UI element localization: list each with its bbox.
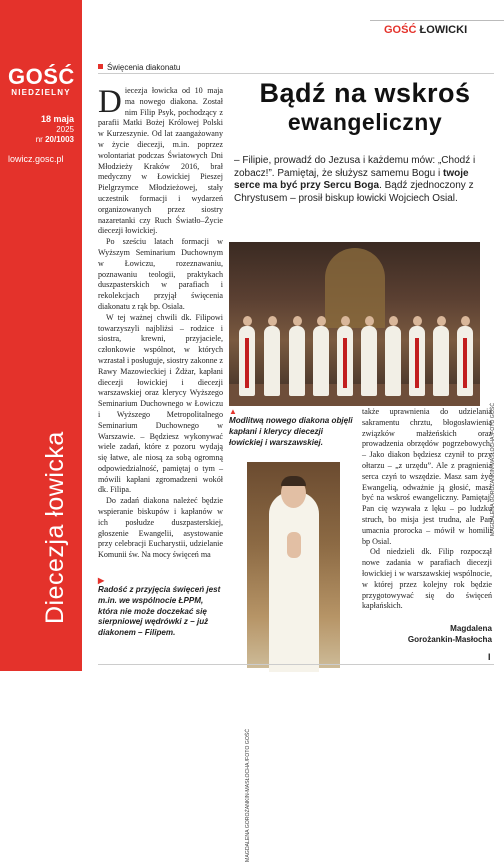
logo-subtitle: NIEDZIELNY: [11, 88, 71, 97]
triangle-up-icon: ▲: [229, 407, 237, 416]
article-left-column: [98, 86, 223, 561]
vertical-section-title: [24, 423, 69, 653]
photo-credit: [237, 668, 251, 868]
person-figure: [361, 326, 377, 396]
article-paragraph: także uprawnienia do udzielania sakramentu chrztu, błogosławienia związków małżeńskich oraz prowadzenia obrzędów pogrzebowych. – Jako diakon będziesz czynił to przy ołtarzu – „z urzędu”. Ale z pragnienia serca czyń to wszędzie. Masz sam żyć Ewangelią, odważnie ją głosić, masz być na wskroś ewangeliczny. Pamiętaj. Pan cię wzywała z lęku – po ludzku struch, bo misja jest trudna, ale Pan umacnia prorocka – mówił w homilii bp Osial.: [362, 407, 492, 546]
photo-caption: [229, 407, 354, 448]
vertical-section-title-text: Diecezja łowicka: [41, 431, 69, 624]
photo-credit-text: MAGDALENA GOROŻANKIN-MASŁOCHA /FOTO GOŚĆ: [245, 728, 251, 862]
person-figure: [409, 326, 425, 396]
person-figure: [289, 326, 305, 396]
gosc-logo[interactable]: [8, 66, 74, 98]
brand-region: ŁOWICKI: [419, 24, 468, 36]
article-right-column: [362, 407, 492, 612]
section-tag: [98, 63, 180, 72]
issue-year: 2025: [56, 125, 74, 134]
praying-hands: [287, 532, 301, 558]
section-tag-label: Święcenia diakonatu: [107, 63, 181, 72]
person-figure: [433, 326, 449, 396]
photo-caption-text: Modlitwą nowego diakona objęli kapłani i klerycy diecezji łowickiej i warszawskiej.: [229, 416, 353, 447]
logo-title: GOŚĆ: [8, 64, 75, 89]
person-figure: [239, 326, 255, 396]
headline-line-1: Bądź na wskroś: [259, 78, 471, 108]
deacon-photo: [247, 462, 340, 668]
brand-gosc: GOŚĆ: [384, 24, 417, 36]
deacon-figure: [269, 492, 319, 672]
article-paragraph: Po sześciu latach formacji w Wyższym Seminarium Duchownym w Łowiczu, rozeznawaniu, poznawaniu teologii, praktykach duszpasterskich w parafiach i rekolekcjach przyjął święcenia diakonatu z rąk bp. Osiala.: [98, 237, 223, 311]
paragraph-text: iecezja łowicka od 10 maja ma nowego diakona. Został nim Filip Psyk, pochodzący z parafii Matki Bożej Królowej Polski w Kurzeszynie. Od lat zaangażowany w życie diecezji, m.in. poprzez wolontariat podczas Światowych Dni Młodzieży Kraków 2016, brał medyczny w Łowickiej Pieszej Pielgrzymce Młodzieżowej, stały uczestnik formacji i wydarzeń organizowanych przez siostry nazaretanki czy Ruch Światło–Życie diecezji łowickiej.: [98, 86, 223, 236]
dropcap: D: [98, 84, 122, 120]
sidebar: [0, 0, 82, 671]
site-link[interactable]: lowicz.gosc.pl: [8, 154, 64, 164]
altar-arch: [325, 248, 385, 328]
person-figure: [337, 326, 353, 396]
issue-date: 18 maja: [40, 114, 74, 124]
section-square-icon: [98, 64, 103, 69]
bottom-rule: [98, 664, 494, 665]
person-figure: [385, 326, 401, 396]
pull-quote: [98, 576, 224, 639]
person-figure: [264, 326, 280, 396]
pull-quote-text: Radość z przyjęcia święceń jest m.in. we wspólnocie ŁPPM, która nie może doczekać się sierpniowej wędrówki z – już diakonem – Filipem.: [98, 585, 221, 638]
issue-number: [36, 135, 74, 145]
lead-bold: twoje serce ma być przy Sercu Boga: [234, 167, 469, 192]
issue-prefix: nr: [35, 135, 43, 144]
article-paragraph: Do zadań diakona należeć będzie wspieranie biskupów i kapłanów w ich posłudze duszpasterskiej, głoszenie Ewangelii, asystowanie przy celebracji Eucharystii, udzielanie Komunii św. Na mocy święceń ma: [98, 496, 223, 560]
author-last-name: Gorożankin-Masłocha: [407, 635, 492, 644]
headline-line-2: ewangeliczny: [287, 109, 443, 135]
header-brand: [384, 24, 467, 36]
author-first-name: Magdalena: [450, 624, 492, 633]
section-rule: [98, 73, 494, 74]
lead-paragraph: [234, 155, 496, 205]
lead-text-1: – Filipie, prowadź do Jezusa i każdemu mów: „Chodź i zobacz!”. Pamiętaj, że służysz samemu Bogu i: [234, 155, 476, 179]
author: [362, 623, 492, 645]
photo-credit-text: MAGDALENA GOROŻANKIN-MASŁOCHA /FOTO GOŚĆ: [490, 402, 496, 536]
issue-info: [36, 114, 74, 145]
article-paragraph: W tej ważnej chwili dk. Filipowi towarzyszyli najbliżsi – rodzice i siostra, krewni, przyjaciele, członkowie wspólnot, w których wzrastał i posługuje, siostry zakonne z Rawy Mazowieckiej i Żdżar, kapłani diecezji łowickiej i diecezji warszawskiej oraz klerycy Wyższego Seminarium Duchownego w Łowiczu i Wyższego Metropolitalnego Seminarium Duchownego w Warszawie. – Będziesz wykonywać wiele zadań, które z pozoru wydają się łatwe, ale niosą za sobą ogromną odpowiedzialność, pamiętaj o tym – mówili kapłani zgromadzeni wokół dk. Filipa.: [98, 312, 223, 495]
lead-text-2: . Bądź zjednoczony z Chrystusem – prosił biskup łowicki Wojciech Osial.: [234, 180, 474, 204]
headline: [234, 78, 496, 136]
person-figure: [313, 326, 329, 396]
triangle-icon: ▶: [98, 576, 105, 585]
article-paragraph: Od niedzieli dk. Filip rozpoczął nowe zadania w parafiach diecezji łowickiej i w warszawskiej wspólnocie, w której przez kolejny rok będzie przygotowywać się do święceń kapłańskich.: [362, 547, 492, 611]
person-figure: [457, 326, 473, 396]
group-photo: [229, 242, 480, 406]
article-paragraph: [98, 86, 223, 237]
header-rule: [370, 20, 504, 21]
deacon-hair: [281, 476, 306, 486]
issue-number-value: 20/1003: [45, 135, 74, 144]
page-number: I: [488, 652, 491, 662]
